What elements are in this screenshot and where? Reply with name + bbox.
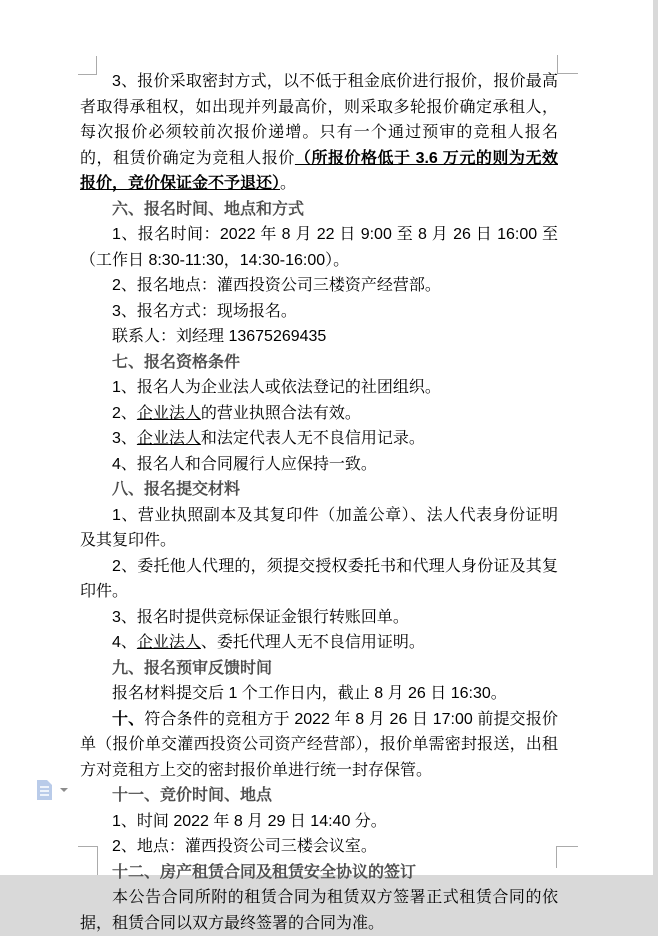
text-run: 4、报名人和合同履行人应保持一致。 (112, 455, 377, 473)
text-run: 1、报名人为企业法人或依法登记的社团组织。 (112, 379, 441, 396)
paragraph (80, 809, 558, 835)
text-run: 、委托代理人无不良信用证明。 (200, 634, 425, 651)
paragraph (80, 834, 558, 860)
text-run: 本公告合同所附的租赁合同为租赁双方签署正式租赁合同的依据，租赁合同以双方最终签署的合同为准。 (80, 889, 558, 932)
paragraph (80, 69, 558, 197)
paragraph (80, 324, 558, 350)
text-run: 1、时间 2022 年 8 月 29 日 14:40 分。 (112, 812, 387, 830)
text-run: 联系人：刘经理 13675269435 (112, 328, 327, 345)
paragraph (80, 222, 558, 273)
text-run: 2、报名地点：灌西投资公司三楼资产经营部。 (112, 277, 441, 294)
text-run: 十、 (112, 710, 145, 728)
section-heading (80, 860, 558, 886)
text-run: 3、报名方式：现场报名。 (112, 302, 297, 320)
paste-options-button[interactable] (34, 779, 68, 803)
text-run: 企业法人 (136, 430, 201, 447)
paragraph (80, 401, 558, 427)
text-boundary-mark-top-right (557, 55, 578, 74)
text-run: 2、委托他人代理的，须提交授权委托书和代理人身份证及其复印件。 (80, 557, 558, 600)
paragraph (80, 707, 558, 784)
paragraph (80, 299, 558, 325)
section-heading (80, 197, 558, 223)
text-run: 十二、房产租赁合同及租赁安全协议的签订 (112, 863, 417, 881)
text-run: 3、报价采取密封方式，以不低于租金底价进行报价，报价最高者取得承租权，如出现并列最高价，则采取多轮报价确定承租人，每次报价必须较前次报价递增。只有一个通过预审的竞租人报名的，租赁价确定为竞租人报价 (80, 73, 558, 167)
text-run: （所报价格低于 3.6 万元的则为无效报价，竞价保证金不予退还） (80, 149, 558, 192)
text-run: 七、报名资格条件 (112, 353, 241, 371)
text-boundary-mark-bottom-right (556, 846, 578, 868)
paragraph (80, 375, 558, 401)
chevron-down-icon[interactable] (60, 788, 68, 792)
text-run: 1、营业执照副本及其复印件（加盖公章）、法人代表身份证明及其复印件。 (80, 506, 558, 549)
paragraph (80, 426, 558, 452)
text-run: 4、 (112, 634, 137, 651)
text-run: 六、报名时间、地点和方式 (112, 200, 305, 218)
text-run: 报名材料提交后 1 个工作日内，截止 8 月 26 日 16:30。 (112, 685, 507, 702)
text-run: 3、报名时提供竞标保证金银行转账回单。 (112, 608, 409, 626)
section-heading (80, 350, 558, 376)
text-run: 九、报名预审反馈时间 (112, 659, 273, 677)
text-run: 八、报名提交材料 (112, 481, 241, 498)
paragraph (80, 605, 558, 631)
paragraph (80, 885, 558, 936)
text-run: 2、地点：灌西投资公司三楼会议室。 (112, 838, 377, 855)
text-run: 符合条件的竞租方于 2022 年 8 月 26 日 17:00 前提交报价单（报价单交灌西投资公司资产经营部），报价单需密封报送，出租方对竞租方上交的密封报价单进行统一封存保管。 (80, 710, 558, 779)
section-heading (80, 477, 558, 503)
text-run: 3、 (112, 430, 137, 447)
section-heading (80, 656, 558, 682)
text-run: 和法定代表人无不良信用记录。 (200, 430, 425, 447)
text-run: 1、报名时间：2022 年 8 月 22 日 9:00 至 8 月 26 日 16:00 至（工作日 8:30-11:30，14:30-16:00）。 (80, 226, 558, 269)
paragraph (80, 452, 558, 478)
text-run: 企业法人 (136, 634, 201, 651)
text-run: 十一、竞价时间、地点 (112, 787, 273, 804)
clipboard-icon (37, 780, 52, 800)
section-heading (80, 783, 558, 809)
text-run: 的营业执照合法有效。 (200, 404, 361, 422)
paragraph (80, 503, 558, 554)
paragraph (80, 630, 558, 656)
text-run: 2、 (112, 404, 137, 422)
text-run: 企业法人 (136, 404, 201, 422)
text-run: 。 (280, 175, 297, 192)
paragraph (80, 554, 558, 605)
paragraph (80, 681, 558, 707)
document-body-text[interactable] (80, 69, 558, 936)
paragraph (80, 273, 558, 299)
